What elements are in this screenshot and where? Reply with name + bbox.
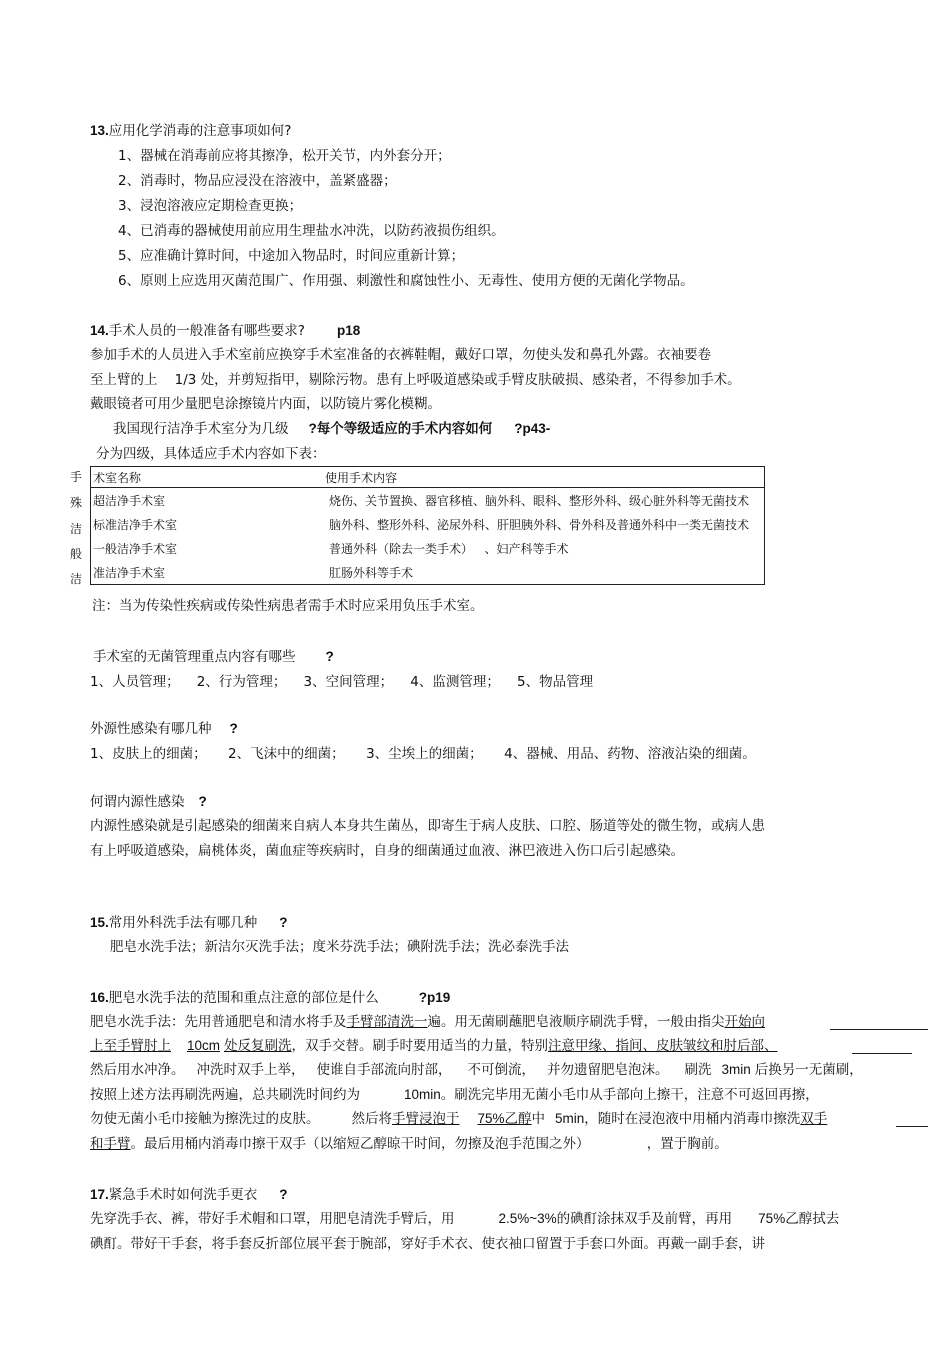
- q16-text: 使谁自手部流向肘部，: [316, 1062, 452, 1078]
- q13-item-6: 6、原则上应选用灭菌范围广、作用强、刺激性和腐蚀性小、无毒性、使用方便的无菌化学物品。: [118, 273, 694, 289]
- clean-room-question: [113, 420, 550, 438]
- q16-text: 按照上述方法再刷洗两遍，总共刷洗时间约为: [90, 1087, 360, 1103]
- side-char-1: 手: [70, 470, 83, 484]
- q16-text: 。刷洗完毕用无菌小毛巾从手部向上擦干，注意不可返回再擦，: [440, 1087, 819, 1103]
- q16-text: 勿使无菌小毛巾接触为擦洗过的皮肤。: [90, 1111, 320, 1127]
- side-char-5: 洁: [70, 572, 83, 586]
- q16-text: ，随时在浸泡液中用桶内消毒巾擦洗: [584, 1111, 801, 1127]
- q13-number: 13.: [90, 123, 109, 138]
- clean-room-intro: 分为四级，具体适应手术内容如下表：: [96, 446, 326, 462]
- q16-text: ，置于胸前。: [646, 1136, 728, 1152]
- q16-line-4: [90, 1086, 819, 1104]
- clean-room-page-ref: ?p43-: [514, 421, 551, 436]
- q16-line-6: [90, 1135, 728, 1153]
- clean-room-question-a: 我国现行洁净手术室分为几级: [113, 421, 289, 437]
- q14-line-2: 至上臂的上 1/3 处，并剪短指甲，剔除污物。患有上呼吸道感染或手臂皮肤破损、感染者，不得参加手术。: [90, 372, 741, 388]
- table-row: [91, 536, 765, 560]
- q15-answer: 肥皂水洗手法；新洁尔灭洗手法；度米芬洗手法；碘附洗手法；洗必泰洗手法: [110, 939, 569, 955]
- room-name-cell: 标准洁净手术室: [93, 517, 178, 532]
- q17-text: 乙醇拭去: [785, 1211, 840, 1227]
- underline-rule: [830, 1029, 928, 1030]
- q15-heading: [90, 914, 288, 932]
- exogenous-qmark: ?: [229, 721, 238, 736]
- q16-number: 16.: [90, 990, 109, 1005]
- q14-page-ref: p18: [336, 323, 361, 338]
- room-name-cell: 准洁净手术室: [93, 565, 166, 580]
- q14-line-3: 戴眼镜者可用少量肥皂涂擦镜片内面，以防镜片雾化模糊。: [90, 396, 441, 412]
- q17-text: 75%: [758, 1211, 786, 1226]
- q16-heading: [90, 989, 450, 1007]
- table-row: [91, 512, 765, 536]
- q16-underlined: 处反复刷洗: [224, 1038, 292, 1054]
- q16-underlined: 乙醇: [504, 1111, 532, 1127]
- q16-page-ref: ?p19: [418, 990, 451, 1005]
- q17-number: 17.: [90, 1187, 109, 1202]
- exogenous-answer: 1、皮肤上的细菌； 2、飞沫中的细菌； 3、尘埃上的细菌； 4、器械、用品、药物、溶液沾染的细菌。: [90, 746, 756, 762]
- underline-rule: [852, 1053, 912, 1054]
- q14-title: 手术人员的一般准备有哪些要求?: [108, 323, 305, 339]
- q16-text: 。最后用桶内消毒巾擦干双手（以缩短乙醇晾干时间，勿擦及泡手范围之外）: [130, 1136, 583, 1152]
- q15-qmark: ?: [279, 915, 288, 930]
- q17-text: 2.5%~3%: [498, 1211, 557, 1226]
- room-name-cell: 超洁净手术室: [93, 493, 166, 508]
- room-content-cell: 普通外科（除去一类手术） 、妇产科等手术: [329, 541, 569, 556]
- q13-item-5: 5、应准确计算时间，中途加入物品时，时间应重新计算；: [118, 248, 465, 264]
- q16-text: 冲洗时双手上举，: [196, 1062, 305, 1078]
- q16-underlined: 手臂部清洗一: [346, 1014, 428, 1030]
- room-content-cell: 脑外科、整形外科、泌尿外科、肝胆胰外科、骨外科及普通外科中一类无菌技术: [329, 517, 750, 532]
- underline-rule: [896, 1126, 928, 1127]
- endogenous-qmark: ?: [198, 794, 207, 809]
- q14-line-1: 参加手术的人员进入手术室前应换穿手术室准备的衣裤鞋帽，戴好口罩，勿使头发和鼻孔外露。衣袖要卷: [90, 347, 711, 363]
- endogenous-heading: [90, 793, 207, 811]
- q16-text: 10min: [404, 1087, 441, 1102]
- q14-heading: [90, 322, 360, 340]
- q17-title: 紧急手术时如何洗手更衣: [108, 1187, 258, 1203]
- q16-text: 然后用水冲净。: [90, 1062, 185, 1078]
- side-char-3: 洁: [70, 522, 83, 536]
- q16-line-3: [90, 1061, 863, 1079]
- side-char-2: 殊: [70, 496, 83, 510]
- q16-text: 3min: [721, 1062, 751, 1077]
- q17-heading: [90, 1186, 288, 1204]
- q16-title: 肥皂水洗手法的范围和重点注意的部位是什么: [108, 990, 379, 1006]
- q13-item-3: 3、浸泡溶液应定期检查更换；: [118, 198, 303, 214]
- q13-item-2: 2、消毒时，物品应浸没在溶液中，盖紧盛器；: [118, 173, 397, 189]
- table-header-cell: 术室名称: [91, 467, 324, 488]
- asepsis-heading: [93, 648, 334, 666]
- q16-text: ，双手交替。刷手时要用适当的力量，特别: [291, 1038, 549, 1054]
- q14-number: 14.: [90, 323, 109, 338]
- q16-text: 肥皂水洗手法：先用普通肥皂和清水将手及: [90, 1014, 347, 1030]
- q16-line-1: [90, 1013, 765, 1031]
- exogenous-title: 外源性感染有哪几种: [90, 721, 212, 737]
- q17-text: 先穿洗手衣、裤，带好手术帽和口罩，用肥皂清洗手臂后，用: [90, 1211, 455, 1227]
- clean-room-question-b: ?每个等级适应的手术内容如何: [308, 421, 493, 436]
- table-header-row: [91, 467, 765, 488]
- q16-line-5: [90, 1110, 827, 1128]
- asepsis-answer: 1、人员管理； 2、行为管理； 3、空间管理； 4、监测管理； 5、物品管理: [90, 674, 594, 690]
- endogenous-line-1: 内源性感染就是引起感染的细菌来自病人本身共生菌丛，即寄生于病人皮肤、口腔、肠道等处的微生物，或病人患: [90, 818, 765, 834]
- table-row: [91, 488, 765, 513]
- q17-qmark: ?: [279, 1187, 288, 1202]
- q15-number: 15.: [90, 915, 109, 930]
- q17-text: 的碘酊涂抹双手及前臂，再用: [556, 1211, 733, 1227]
- q15-title: 常用外科洗手法有哪几种: [108, 915, 258, 931]
- room-name-cell: 一般洁净手术室: [93, 541, 178, 556]
- q16-underlined: 上至手臂肘上: [90, 1038, 171, 1054]
- table-header-cell: 使用手术内容: [323, 467, 765, 488]
- q16-text: 不可倒流，: [467, 1062, 535, 1078]
- q16-text: 刷洗: [684, 1062, 712, 1078]
- asepsis-qmark: ?: [325, 649, 334, 664]
- q16-text: 然后将: [351, 1111, 392, 1127]
- q16-underlined: 注意甲缘、指间、皮肤皱纹和肘后部、: [548, 1038, 778, 1054]
- q16-text: 遍。用无菌刷蘸肥皂液顺序刷洗手臂，一般由指尖: [427, 1014, 725, 1030]
- q16-text: 并勿遗留肥皂泡沫。: [547, 1062, 669, 1078]
- clean-room-note: 注：当为传染性疾病或传染性病患者需手术时应采用负压手术室。: [92, 598, 484, 614]
- q16-underlined: 10cm: [187, 1038, 221, 1053]
- q13-title: 应用化学消毒的注意事项如何?: [108, 123, 292, 139]
- room-content-cell: 肛肠外科等手术: [329, 565, 414, 580]
- exogenous-heading: [90, 720, 238, 738]
- q16-underlined: 手臂浸泡于: [392, 1111, 460, 1127]
- q16-underlined: 和手臂: [90, 1136, 131, 1152]
- asepsis-title: 手术室的无菌管理重点内容有哪些: [93, 649, 296, 665]
- q13-item-4: 4、已消毒的器械使用前应用生理盐水冲洗，以防药液损伤组织。: [118, 223, 505, 239]
- q16-line-2: [90, 1037, 778, 1055]
- room-content-cell: 烧伤、关节置换、器官移植、脑外科、眼科、整形外科、级心脏外科等无菌技术: [329, 493, 750, 508]
- q17-line-2: 碘酊。带好干手套，将手套反折部位展平套于腕部，穿好手术衣、使衣袖口留置于手套口外面。再戴一副手套，讲: [90, 1236, 765, 1252]
- q16-text: 5min: [555, 1111, 585, 1126]
- q16-underlined: 75%: [477, 1111, 505, 1126]
- q13-heading: [90, 122, 291, 140]
- q16-text: 中: [531, 1111, 546, 1127]
- endogenous-line-2: 有上呼吸道感染，扁桃体炎，菌血症等疾病时，自身的细菌通过血液、淋巴液进入伤口后引起感染。: [90, 843, 684, 859]
- q13-item-1: 1、器械在消毒前应将其擦净，松开关节，内外套分开；: [118, 148, 451, 164]
- side-char-4: 般: [70, 547, 83, 561]
- q16-underlined: 双手: [800, 1111, 828, 1127]
- q16-text: 后换另一无菌刷，: [754, 1062, 863, 1078]
- endogenous-title: 何谓内源性感染: [90, 794, 185, 810]
- q16-underlined: 开始向: [724, 1014, 765, 1030]
- q17-line-1: [90, 1210, 839, 1228]
- clean-room-table: [90, 466, 765, 585]
- table-row: [91, 560, 765, 585]
